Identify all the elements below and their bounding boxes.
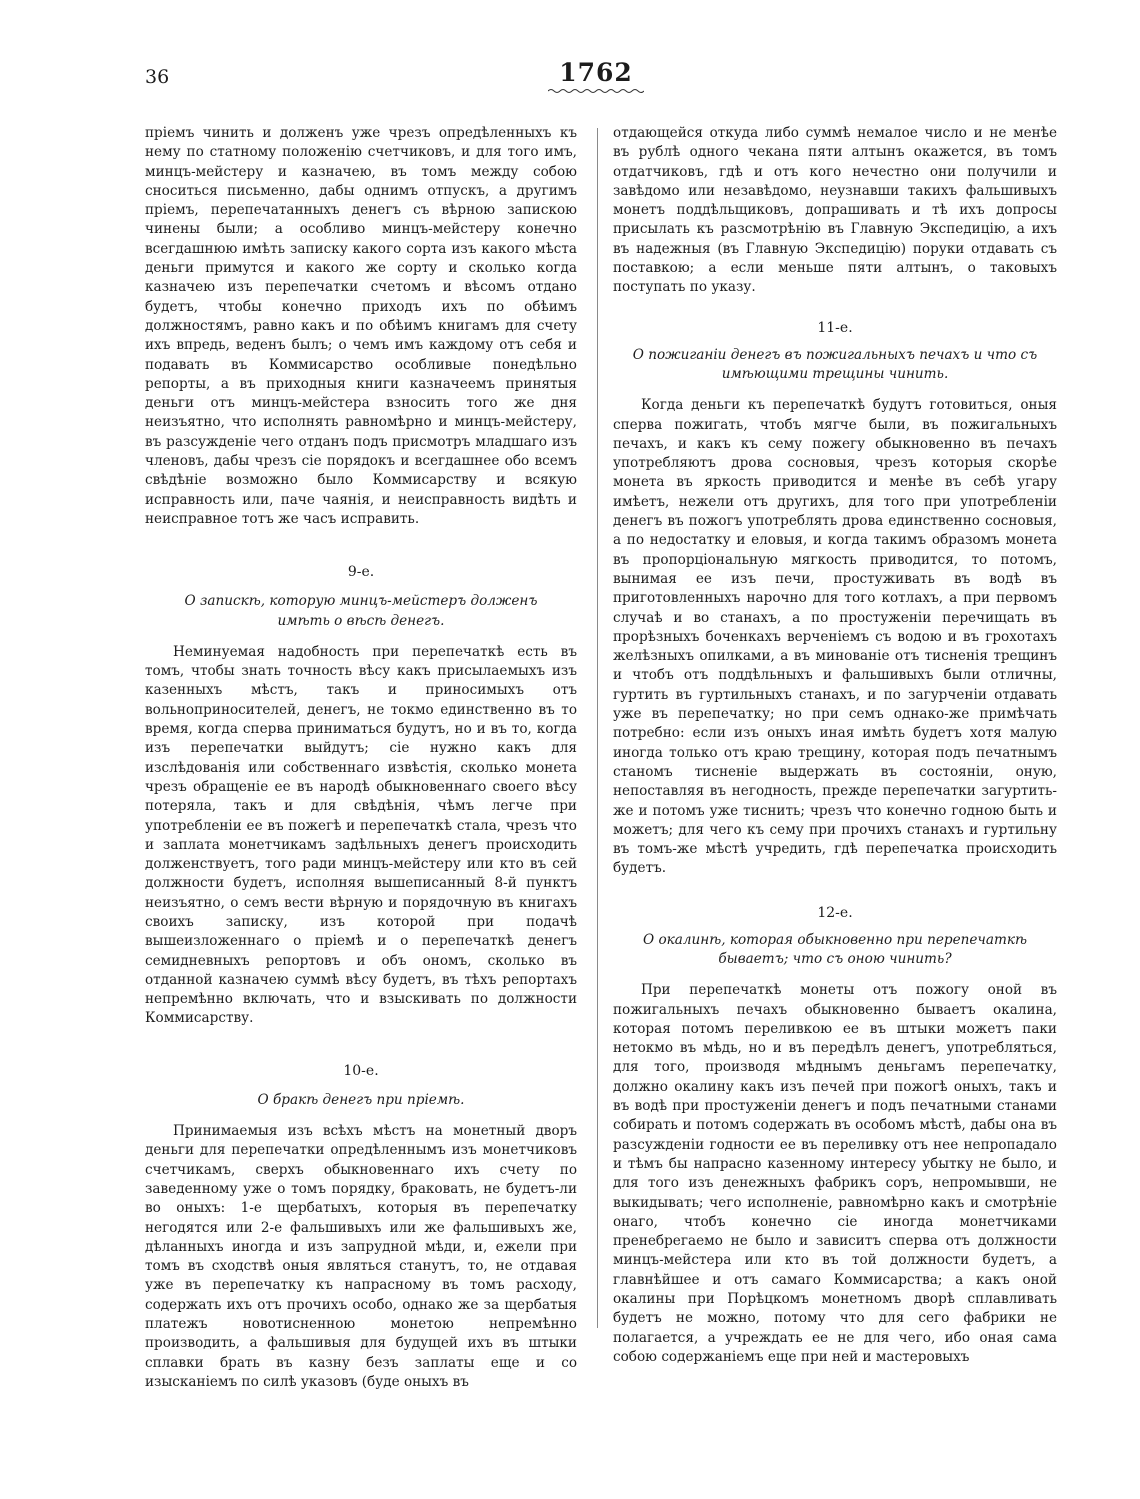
section-9-title: О запискѣ, которую минцъ-мейстеръ долженъ имѣть о вѣсѣ денегъ. (184, 593, 538, 629)
section-11-body: Когда деньги къ перепечаткѣ будутъ готовиться, оныя сперва пожигать, чтобъ мягче были, въ пожигальныхъ печахъ, и какъ къ сему пожегу обыкновенно въ печахъ употребляютъ дрова сосновыя, чрезъ которыя скорѣе монета въ яркость приводится и менѣе въ себѣ угару имѣетъ, нежели отъ другихъ, для того при употребленіи денегъ въ пожогъ употреблять дрова единственно сосновыя, а по недостатку и еловыя, и когда такимъ образомъ монета въ пропорціональную мягкость приводится, то потомъ, вынимая ее изъ печи, простуживать въ водѣ въ приготовленныхъ нарочно для того котлахъ, а при первомъ случаѣ и во станахъ, а по простуженіи перечищать въ прорѣзныхъ боченкахъ верченіемъ съ водою и въ грохотахъ желѣзныхъ опилками, а въ минованіе отъ тисненія трещинъ и чтобъ отъ поддѣльныхъ и фальшивыхъ были отличны, гуртить въ гуртильныхъ станахъ, и по загурченіи отдавать уже въ перепечатку; но при семъ однако-же примѣчать потребно: если изъ оныхъ иная имѣть будетъ хотя малую иногда только отъ краю трещину, которая подъ печатнымъ станомъ тисненіе выдержать въ состояніи, оную, непоставляя въ негодность, прежде перепечатки загуртить-же и потомъ уже тиснить; чрезъ что конечно годною быть и можетъ; для чего къ сему при прочихъ станахъ и гуртильну въ томъ-же мѣстѣ учредить, гдѣ перепечатка происходить будетъ. (613, 397, 1057, 877)
section-12-number: 12-е. (817, 904, 853, 921)
year-ornament-rule (548, 88, 644, 94)
year-heading: 1762 (559, 58, 633, 87)
page-number: 36 (145, 66, 170, 88)
section-10-title: О бракѣ денегъ при пріемѣ. (257, 1091, 465, 1108)
section-10-body: Принимаемыя изъ всѣхъ мѣстъ на монетный дворъ деньги для перепечатки опредѣленнымъ изъ монетчиковъ счетчикамъ, сверхъ обыкновеннаго ихъ счету по заведенному уже о томъ порядку, браковать, не будетъ-ли во оныхъ: 1-е щербатыхъ, которыя въ перепечатку негодятся или 2-е фальшивыхъ или же фальшивыхъ же, дѣланныхъ иногда и изъ запрудной мѣди, и, ежели при томъ въ сходствѣ оныя являться станутъ, то, не отдавая уже въ перепечатку къ напрасному въ томъ расходу, содержать ихъ отъ прочихъ особо, однако же за щербатыя платежъ новотисненною монетою непремѣнно производить, а фальшивыя для будущей ихъ въ штыки сплавки брать въ казну безъ заплаты еще и со изысканіемъ по силѣ указовъ (буде оныхъ въ (145, 1123, 577, 1390)
section-8-continuation: пріемъ чинить и долженъ уже чрезъ опредѣленныхъ къ нему по статному положенію счетчиковъ, и для того имъ, минцъ-мейстеру и казначею, въ томъ между собою сноситься письменно, дабы однимъ отпускъ, а другимъ пріемъ, перепечатанныхъ денегъ съ вѣрною запискою чинены были; а особливо минцъ-мейстеру конечно всегдашнюю имѣть записку какого сорта изъ какого мѣста деньги примутся и какого же сорту и сколько когда казначею изъ перепечатки счетомъ и вѣсомъ отдано будетъ, чтобы конечно приходъ ихъ по обѣимъ должностямъ, равно какъ и по обѣимъ книгамъ для счету ихъ впредь, веденъ былъ; о чемъ имъ каждому отъ себя и подавать въ Коммисарство особливые понедѣльно репорты, а въ приходныя книги казначеемъ принятыя деньги отъ минцъ-мейстера взносить того же дня неизъятно, что исполнять равномѣрно и минцъ-мейстеру, въ разсужденіе чего отданъ подъ присмотръ младшаго изъ членовъ, дабы чрезъ сіе порядокъ и всегдашнее обо всемъ свѣдѣніе возможно было Коммисарству и всякую исправность или, паче чаянія, и неисправность видѣть и неисправное тотъ же часъ исправить. (145, 125, 577, 527)
column-divider (597, 128, 598, 1328)
section-12-body: При перепечаткѣ монеты отъ пожогу оной въ пожигальныхъ печахъ обыкновенно бываетъ окалина, которая потомъ переливкою ее въ штыки можетъ паки нетокмо въ мѣдь, но и въ передѣлъ денегъ, употребляться, для того, производя мѣднымъ деньгамъ перепечатку, должно окалину какъ изъ печей при пожогѣ оныхъ, такъ и въ водѣ при простуженіи денегъ и подъ печатными станами собирать и потомъ содержать въ особомъ мѣстѣ, дабы она въ разсужденіи годности ее въ переливку отъ нее непропадало и тѣмъ бы напрасно казенному интересу убытку не было, и для того изъ денежныхъ фабрикъ соръ, непромывши, не выкидывать; чего исполненіе, равномѣрно какъ и смотрѣніе онаго, чтобъ конечно сіе иногда монетчиками пренебрегаемо не было и зависитъ сперва отъ должности минцъ-мейстера или кто въ той должности будетъ, а главнѣйшее и отъ самаго Коммисарства; а какъ оной окалины при Порѣцкомъ монетномъ дворѣ сплавливать будетъ не можно, потому что для сего фабрики не полагается, а учреждать ее не для чего, ибо оная сама собою содержаніемъ еще при ней и мастеровыхъ (613, 982, 1057, 1365)
section-11-title: О пожиганіи денегъ въ пожигальныхъ печахъ и что съ имѣющими трещины чинить. (632, 346, 1038, 382)
right-column (613, 124, 1057, 1367)
section-9-number: 9-е. (347, 564, 375, 581)
section-12-title: О окалинѣ, которая обыкновенно при перепечаткѣ бываетъ; что съ оною чинить? (643, 931, 1027, 967)
section-10-number: 10-е. (343, 1062, 379, 1079)
section-10-continuation: отдающейся откуда либо суммѣ немалое число и не менѣе въ рублѣ одного чекана пяти алтынъ окажется, въ томъ отдатчиковъ, гдѣ и отъ кого нечестно они получили и завѣдомо или незавѣдомо, неузнавши такихъ фальшивыхъ монетъ поддѣльщиковъ, допрашивать и тѣ ихъ допросы присылать къ разсмотрѣнію въ Главную Экспедицію, а ихъ въ надежныя (въ Главную Экспедицію) поруки отдавать съ поставкою; а если меньше пяти алтынъ, о таковыхъ поступать по указу. (613, 125, 1057, 296)
left-column (145, 124, 577, 1392)
section-11-number: 11-е. (817, 319, 853, 336)
section-9-body: Неминуемая надобность при перепечаткѣ есть въ томъ, чтобы знать точность вѣсу какъ присылаемыхъ изъ казенныхъ мѣстъ, такъ и приносимыхъ отъ вольноприносителей, денегъ, не токмо единственно въ то время, когда сперва приниматься будутъ, но и въ то, когда изъ перепечатки выйдутъ; сіе нужно какъ для изслѣдованія или собственнаго извѣстія, сколько монета чрезъ обращеніе ее въ народѣ обыкновеннаго своего вѣсу потеряла, такъ и для свѣдѣнія, чѣмъ легче при употребленіи ее въ пожегѣ и перепечаткѣ стала, чрезъ что и заплата монетчикамъ задѣльныхъ денегъ происходить долженствуетъ, того ради минцъ-мейстеру или кто въ сей должности будетъ, исполняя вышеписанный 8-й пунктъ неизъятно, о семъ вести вѣрную и порядочную въ книгахъ своихъ записку, изъ которой при подачѣ вышеизложеннаго о пріемѣ и о перепечаткѣ денегъ семидневныхъ репортовъ и объ ономъ, сколько въ отданной казначею суммѣ вѣсу будетъ, въ тѣхъ репортахъ непремѣнно включать, что и взыскивать по должности Коммисарству. (145, 643, 577, 1027)
